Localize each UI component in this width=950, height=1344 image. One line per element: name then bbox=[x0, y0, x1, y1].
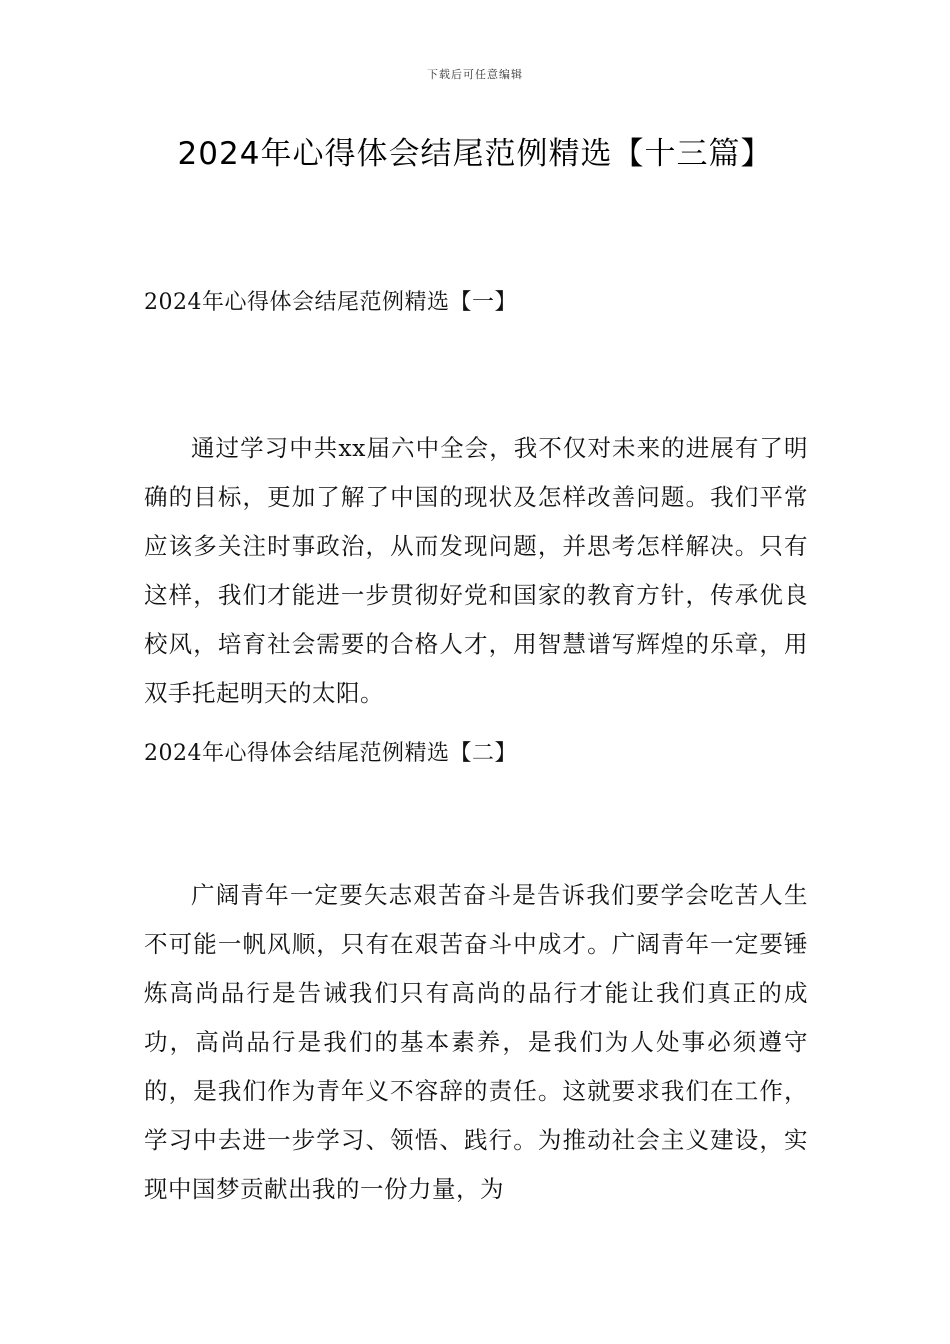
section-heading-2: 2024年心得体会结尾范例精选【二】 bbox=[144, 741, 517, 766]
section-heading-1: 2024年心得体会结尾范例精选【一】 bbox=[144, 290, 517, 315]
document-title: 2024年心得体会结尾范例精选【十三篇】 bbox=[177, 136, 773, 172]
section-paragraph-1: 通过学习中共xx届六中全会，我不仅对未来的进展有了明确的目标，更加了解了中国的现状及怎样改善问题。我们平常应该多关注时事政治，从而发现问题，并思考怎样解决。只有这样，我们才能进一步贯彻好党和国家的教育方针，传承优良校风，培育社会需要的合格人才，用智慧谱写辉煌的乐章，用双手托起明天的太阳。 bbox=[144, 434, 808, 707]
section-paragraph-2: 广阔青年一定要矢志艰苦奋斗是告诉我们要学会吃苦人生不可能一帆风顺，只有在艰苦奋斗中成才。广阔青年一定要锤炼高尚品行是告诫我们只有高尚的品行才能让我们真正的成功，高尚品行是我们的基本素养，是我们为人处事必须遵守的，是我们作为青年义不容辞的责任。这就要求我们在工作，学习中去进一步学习、领悟、践行。为推动社会主义建设，实现中国梦贡献出我的一份力量，为 bbox=[144, 881, 808, 1203]
header-note: 下载后可任意编辑 bbox=[427, 68, 523, 81]
